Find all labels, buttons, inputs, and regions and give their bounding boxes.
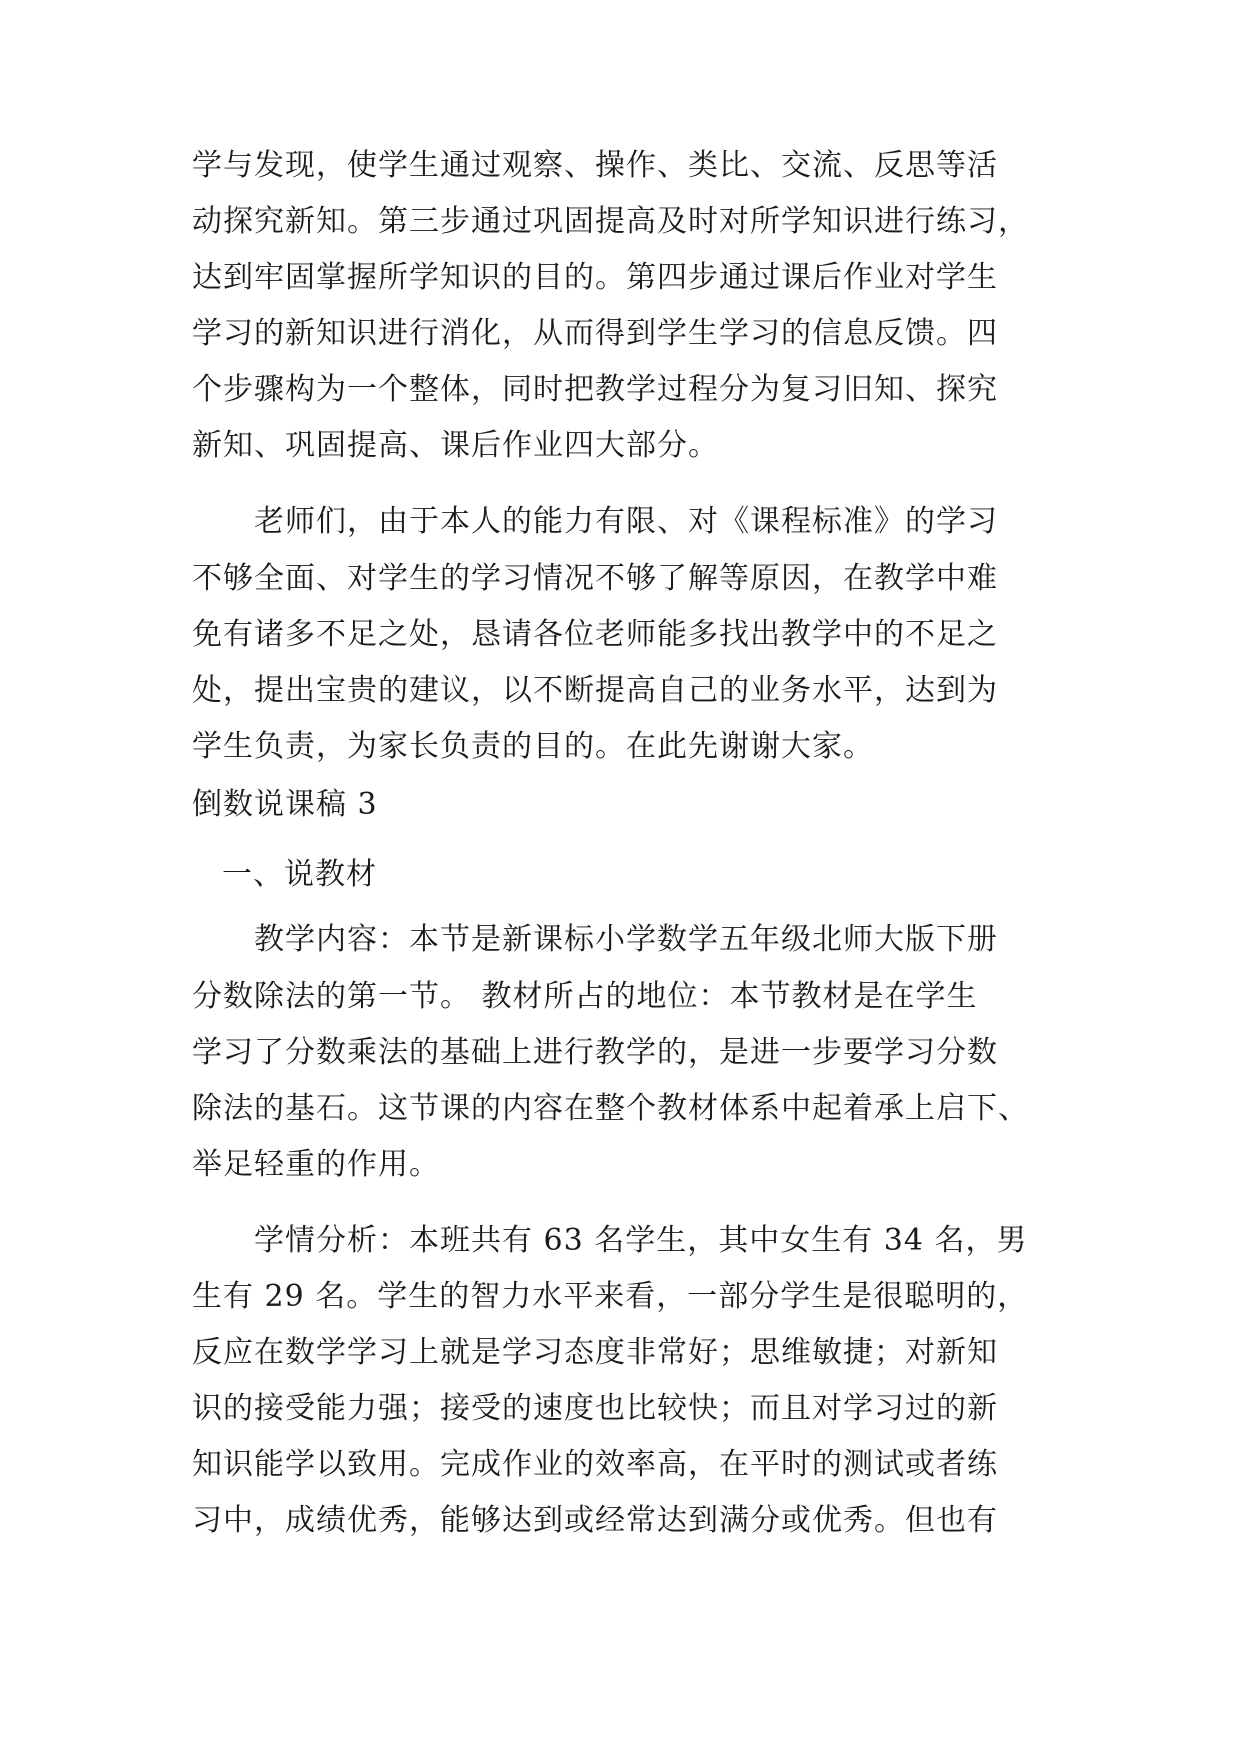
paragraph-line: 学习了分数乘法的基础上进行教学的，是进一步要学习分数 bbox=[192, 1035, 998, 1070]
paragraph-line: 分数除法的第一节。 教材所占的地位：本节教材是在学生 bbox=[192, 979, 978, 1014]
paragraph-line: 新知、巩固提高、课后作业四大部分。 bbox=[192, 428, 719, 463]
paragraph-line: 个步骤构为一个整体，同时把教学过程分为复习旧知、探究 bbox=[192, 372, 998, 407]
paragraph-line: 习中，成绩优秀，能够达到或经常达到满分或优秀。但也有 bbox=[192, 1503, 998, 1538]
paragraph-line: 反应在数学学习上就是学习态度非常好；思维敏捷；对新知 bbox=[192, 1335, 998, 1370]
paragraph-line: 学习的新知识进行消化，从而得到学生学习的信息反馈。四 bbox=[192, 316, 998, 351]
paragraph-line: 动探究新知。第三步通过巩固提高及时对所学知识进行练习， bbox=[192, 204, 1029, 239]
section-heading: 一、说教材 bbox=[222, 857, 377, 892]
paragraph-line: 学生负责，为家长负责的目的。在此先谢谢大家。 bbox=[192, 729, 874, 764]
paragraph-line: 处，提出宝贵的建议，以不断提高自己的业务水平，达到为 bbox=[192, 673, 998, 708]
paragraph-line: 学情分析：本班共有 63 名学生，其中女生有 34 名，男 bbox=[254, 1223, 1028, 1258]
paragraph-line: 达到牢固掌握所学知识的目的。第四步通过课后作业对学生 bbox=[192, 260, 998, 295]
paragraph-line: 教学内容：本节是新课标小学数学五年级北师大版下册 bbox=[254, 922, 998, 957]
paragraph-line: 识的接受能力强；接受的速度也比较快；而且对学习过的新 bbox=[192, 1391, 998, 1426]
paragraph-line: 学与发现，使学生通过观察、操作、类比、交流、反思等活 bbox=[192, 148, 998, 183]
paragraph-line: 不够全面、对学生的学习情况不够了解等原因，在教学中难 bbox=[192, 561, 998, 596]
paragraph-line: 免有诸多不足之处，恳请各位老师能多找出教学中的不足之 bbox=[192, 617, 998, 652]
paragraph-line: 知识能学以致用。完成作业的效率高，在平时的测试或者练 bbox=[192, 1447, 998, 1482]
section-title: 倒数说课稿 3 bbox=[192, 787, 378, 822]
paragraph-line: 生有 29 名。学生的智力水平来看，一部分学生是很聪明的， bbox=[192, 1279, 1029, 1314]
paragraph-line: 老师们，由于本人的能力有限、对《课程标准》的学习 bbox=[254, 504, 998, 539]
paragraph-line: 除法的基石。这节课的内容在整个教材体系中起着承上启下、 bbox=[192, 1091, 1029, 1126]
paragraph-line: 举足轻重的作用。 bbox=[192, 1147, 440, 1182]
